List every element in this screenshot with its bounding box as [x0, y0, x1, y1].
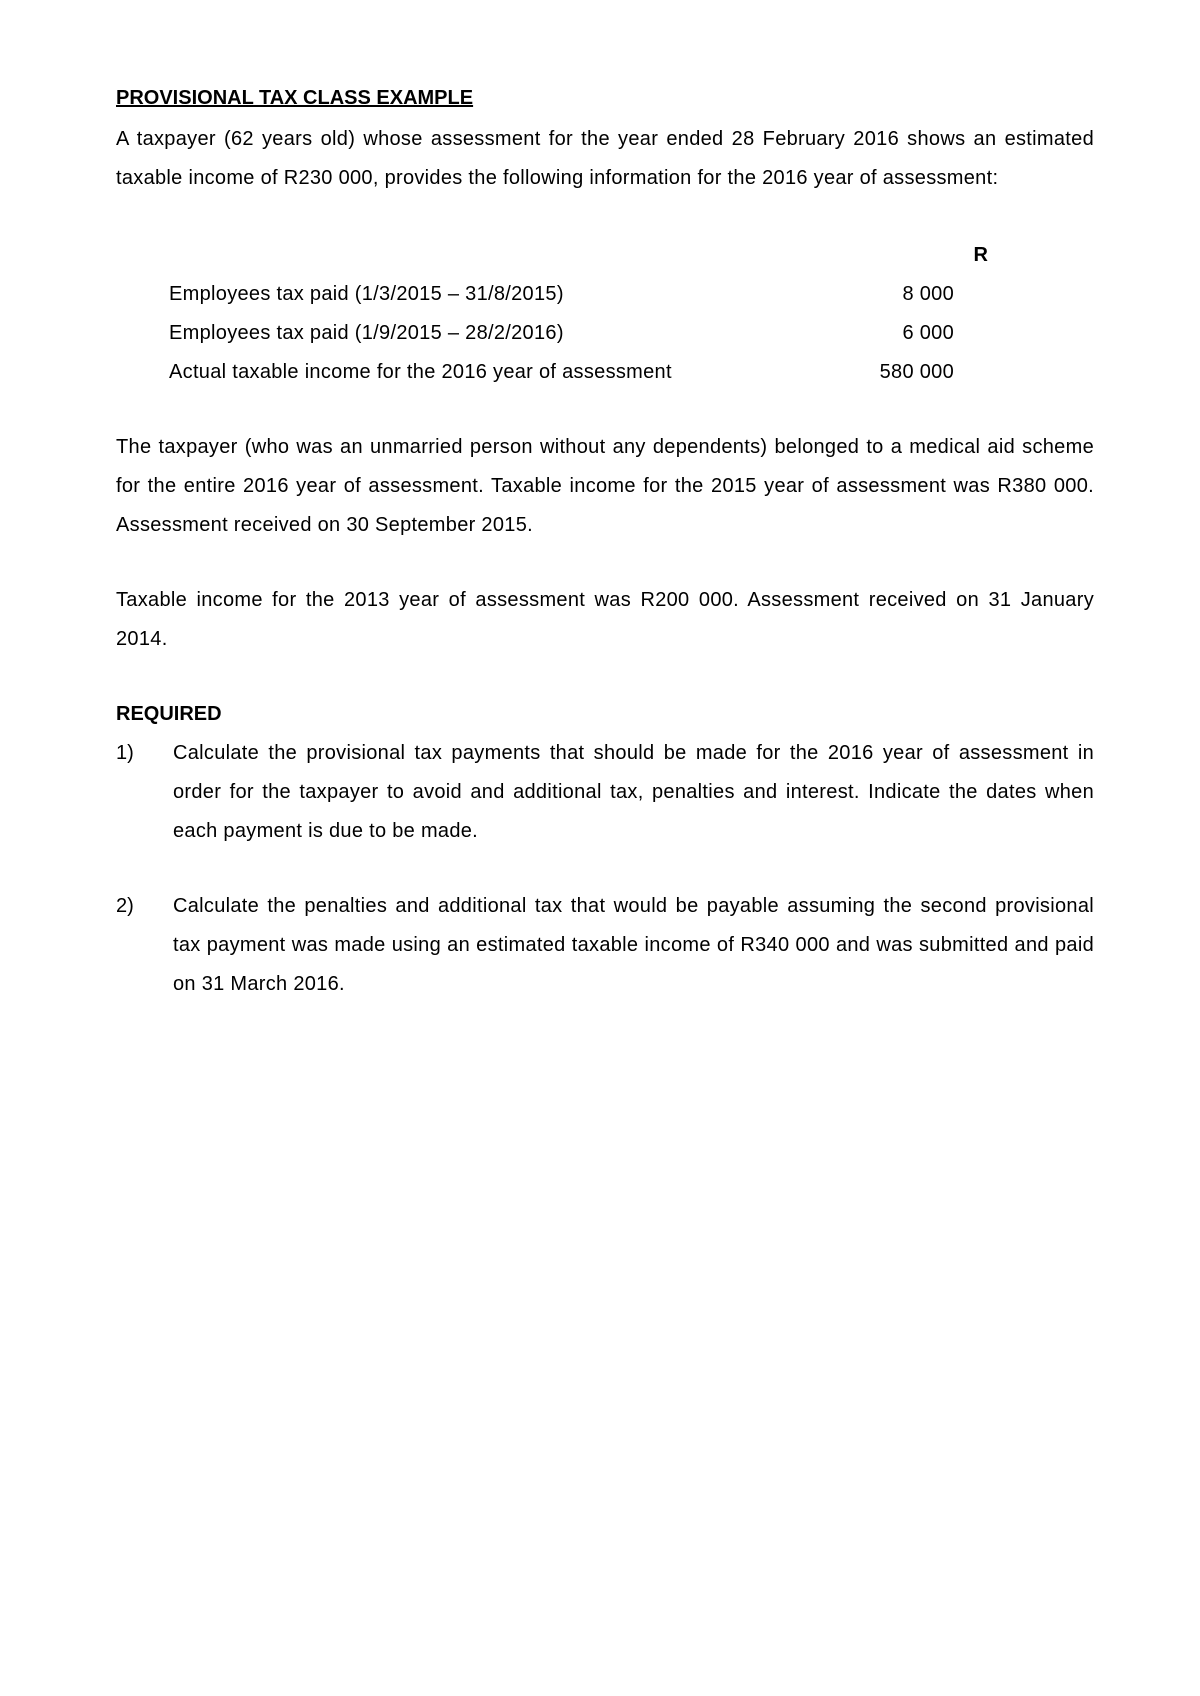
figures-table	[116, 236, 1094, 392]
figure-amount: 8 000	[902, 283, 954, 305]
currency-header: R	[973, 244, 988, 266]
prior-year-paragraph: Taxable income for the 2013 year of assessment was R200 000. Assessment received on 31 January 2014.	[116, 589, 1094, 650]
taxpayer-details-paragraph: The taxpayer (who was an unmarried person without any dependents) belonged to a medical aid scheme for the entire 2016 year of assessment. Taxable income for the 2015 year of assessment was R380 000. Assessment received on 30 September 2015.	[116, 436, 1094, 536]
figure-amount: 6 000	[902, 322, 954, 344]
figures-row	[116, 314, 1094, 353]
figures-header	[116, 236, 1094, 275]
figure-label: Actual taxable income for the 2016 year of assessment	[169, 361, 672, 383]
question-number: 1)	[116, 742, 134, 764]
question-item	[116, 734, 1094, 851]
question-text: Calculate the penalties and additional tax that would be payable assuming the second provisional tax payment was made using an estimated taxable income of R340 000 and was submitted and paid on 31 March 2016.	[173, 895, 1094, 995]
document-title: PROVISIONAL TAX CLASS EXAMPLE	[116, 87, 474, 109]
question-number: 2)	[116, 895, 134, 917]
intro-paragraph: A taxpayer (62 years old) whose assessment for the year ended 28 February 2016 shows an estimated taxable income of R230 000, provides the following information for the 2016 year of assessment:	[116, 128, 1094, 189]
figures-row	[116, 353, 1094, 392]
figure-label: Employees tax paid (1/3/2015 – 31/8/2015)	[169, 283, 564, 305]
question-text: Calculate the provisional tax payments that should be made for the 2016 year of assessment in order for the taxpayer to avoid and additional tax, penalties and interest. Indicate the dates when each payment is due to be made.	[173, 742, 1094, 842]
document-page	[116, 84, 1094, 1004]
figure-amount: 580 000	[879, 361, 954, 383]
question-item	[116, 887, 1094, 1004]
figures-row	[116, 275, 1094, 314]
required-heading: REQUIRED	[116, 703, 222, 725]
figure-label: Employees tax paid (1/9/2015 – 28/2/2016)	[169, 322, 564, 344]
